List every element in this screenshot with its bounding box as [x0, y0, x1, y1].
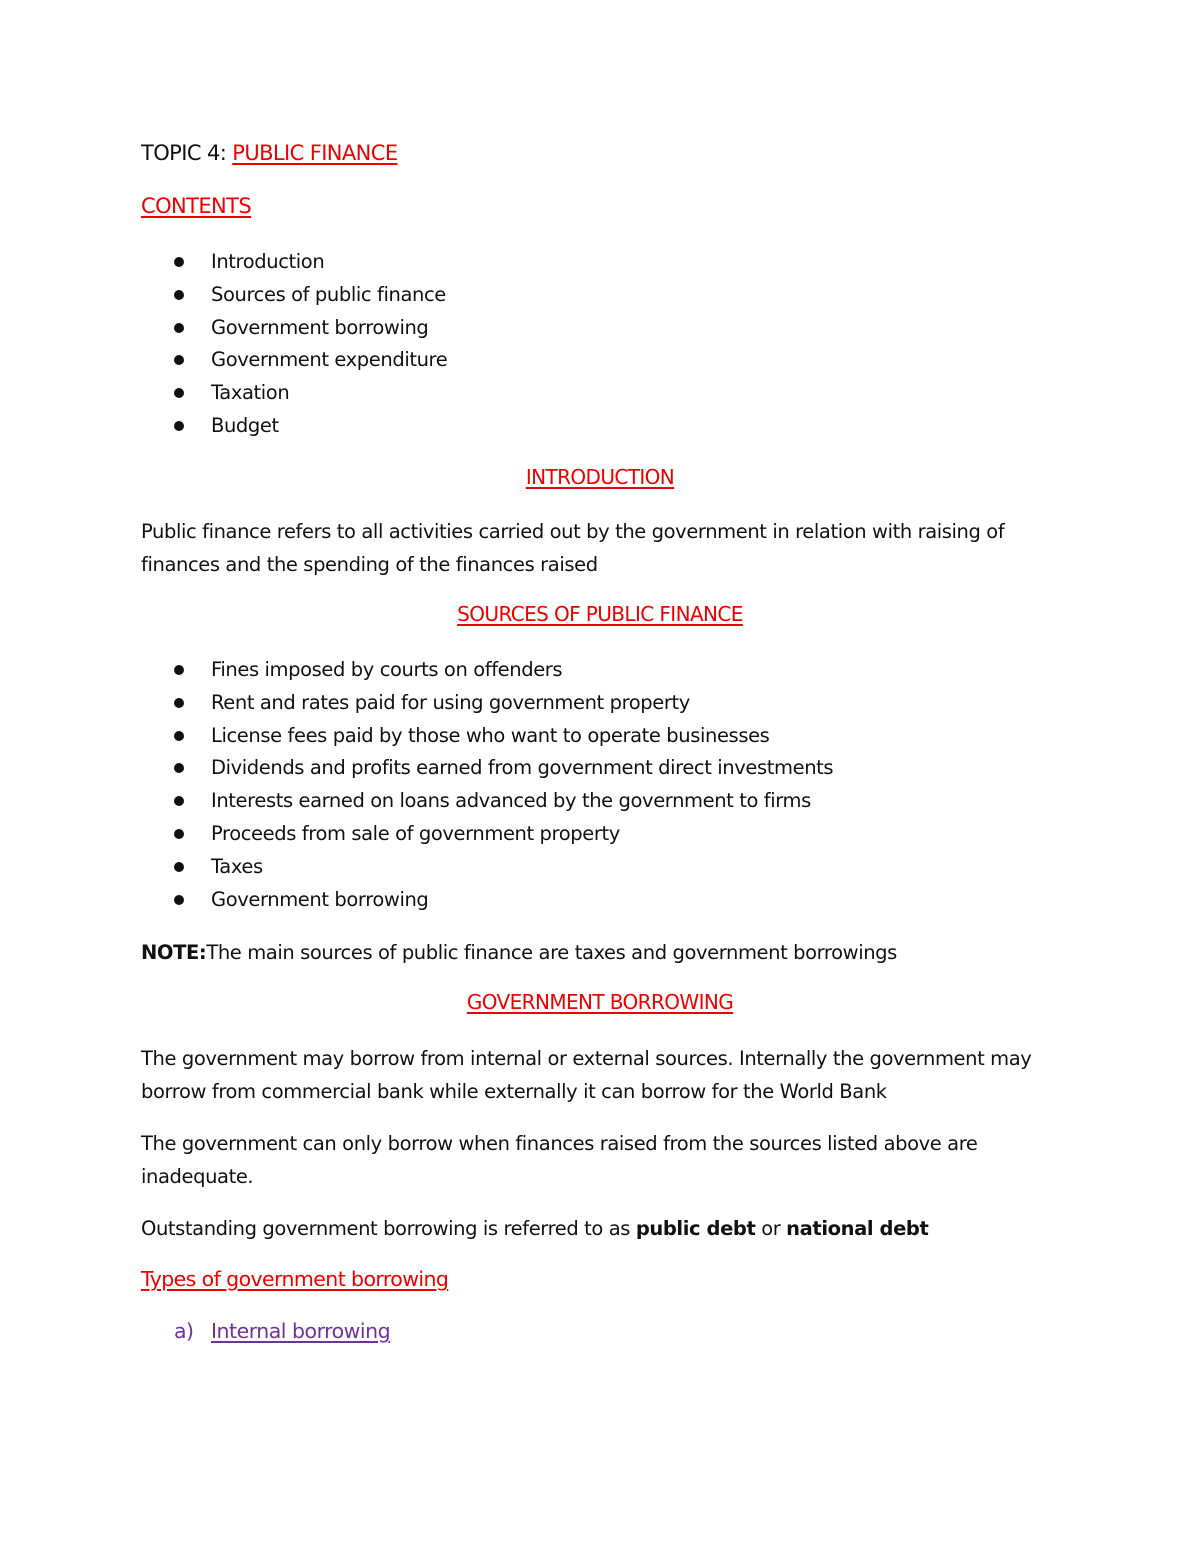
type-a-marker: a)	[174, 1319, 194, 1343]
list-item: License fees paid by those who want to operate businesses	[141, 722, 833, 755]
bullet-icon	[174, 895, 184, 905]
bullet-icon	[174, 290, 184, 300]
list-item: Proceeds from sale of government property	[141, 820, 833, 853]
contents-heading: CONTENTS	[141, 194, 252, 218]
introduction-heading: INTRODUCTION	[525, 465, 675, 489]
bullet-icon	[174, 829, 184, 839]
list-item: Rent and rates paid for using government property	[141, 689, 833, 722]
list-item: Fines imposed by courts on offenders	[141, 656, 833, 689]
borrowing-paragraph-1: The government may borrow from internal or external sources. Internally the government may borrow from commercial bank while externally it can borrow for the World Bank	[141, 1047, 1032, 1103]
bullet-icon	[174, 257, 184, 267]
borrowing-heading: GOVERNMENT BORROWING	[466, 990, 734, 1014]
types-heading: Types of government borrowing	[141, 1267, 449, 1291]
borrowing-paragraph-3: Outstanding government borrowing is referred to as public debt or national debt	[141, 1217, 929, 1240]
public-debt-term: public debt	[635, 1217, 756, 1240]
national-debt-term: national debt	[786, 1217, 929, 1240]
bullet-icon	[174, 862, 184, 872]
bullet-icon	[174, 355, 184, 365]
list-item: Introduction	[141, 248, 447, 281]
borrowing-paragraph-2: The government can only borrow when finances raised from the sources listed above are inadequate.	[141, 1132, 978, 1188]
bullet-icon	[174, 421, 184, 431]
list-item: Taxes	[141, 853, 833, 886]
note-paragraph	[141, 937, 1071, 970]
page-title	[141, 141, 398, 165]
bullet-icon	[174, 388, 184, 398]
sources-list	[141, 656, 833, 918]
bullet-icon	[174, 731, 184, 741]
bullet-icon	[174, 323, 184, 333]
note-text: The main sources of public finance are taxes and government borrowings	[206, 941, 897, 964]
sources-heading: SOURCES OF PUBLIC FINANCE	[457, 602, 743, 626]
list-item: Government expenditure	[141, 346, 447, 379]
note-label: NOTE:	[141, 941, 207, 964]
list-item: Budget	[141, 412, 447, 445]
list-item: Government borrowing	[141, 314, 447, 347]
topic-prefix: TOPIC 4:	[141, 141, 233, 165]
bullet-icon	[174, 698, 184, 708]
introduction-text: Public finance refers to all activities carried out by the government in relation with raising of finances and the spending of the finances raised	[141, 520, 1005, 576]
topic-title: PUBLIC FINANCE	[232, 141, 398, 165]
list-item: Sources of public finance	[141, 281, 447, 314]
list-item: Dividends and profits earned from government direct investments	[141, 754, 833, 787]
bullet-icon	[174, 763, 184, 773]
list-item: Interests earned on loans advanced by the government to firms	[141, 787, 833, 820]
bullet-icon	[174, 665, 184, 675]
type-a-label: Internal borrowing	[211, 1319, 391, 1343]
bullet-icon	[174, 796, 184, 806]
list-item: Taxation	[141, 379, 447, 412]
list-item: Government borrowing	[141, 886, 833, 919]
contents-list	[141, 248, 447, 445]
type-a-item	[174, 1319, 390, 1343]
